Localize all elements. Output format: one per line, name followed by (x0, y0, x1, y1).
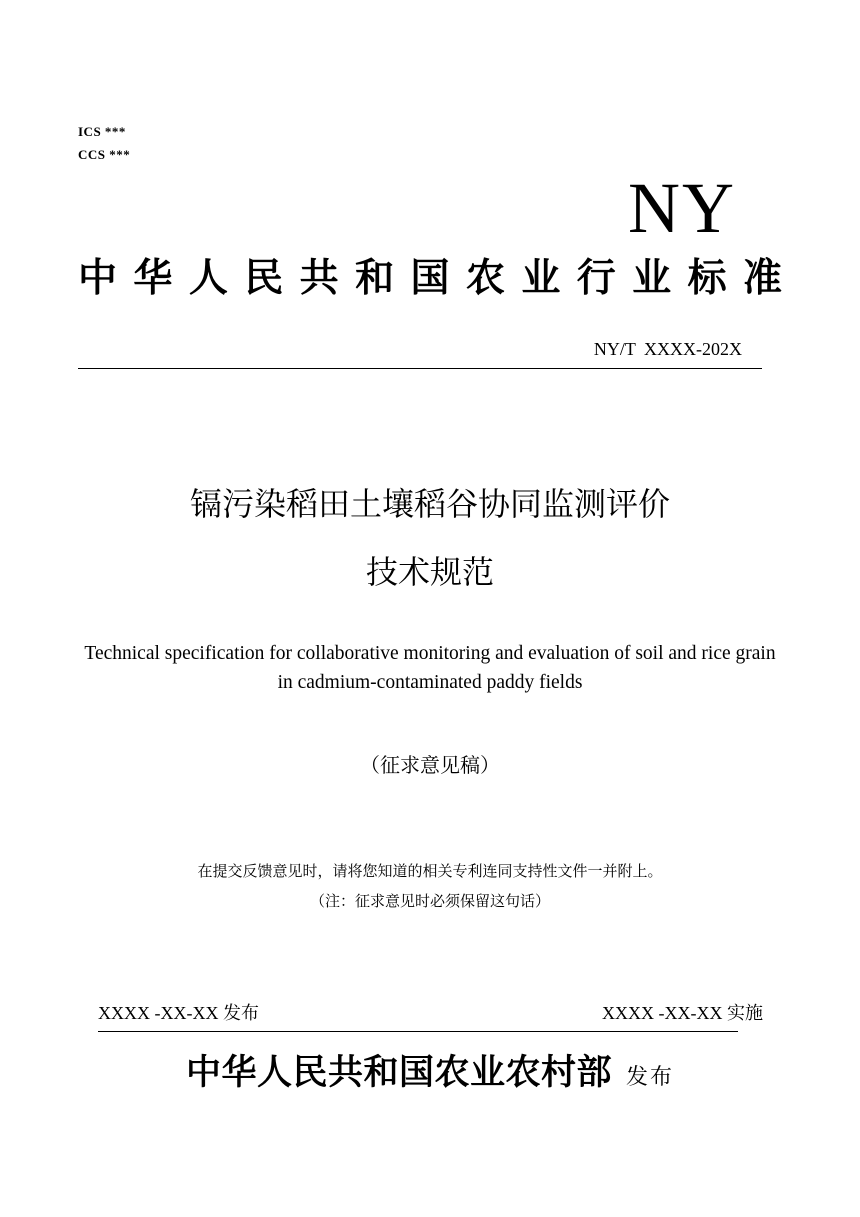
draft-label: （征求意见稿） (360, 753, 500, 777)
patent-notice-note: （注：征求意见时必须保留这句话） (309, 892, 550, 910)
document-title-line2: 技术规范 (365, 553, 494, 591)
patent-notice: 在提交反馈意见时，请将您知道的相关专利连同支持性文件一并附上。 (197, 862, 663, 880)
document-title-line1: 镉污染稻田土壤稻谷协同监测评价 (189, 485, 670, 523)
ics-code: ICS *** (78, 124, 126, 139)
footer-divider (98, 1031, 738, 1032)
ccs-code: CCS *** (78, 147, 131, 162)
implementation-date: XXXX -XX-XX 实施 (602, 1003, 763, 1023)
english-title: Technical specification for collaborative monitoring and evaluation of soil and rice grain in cadmium-contaminated paddy fields (84, 643, 776, 693)
standard-number: NY/T XXXX-202X (593, 339, 742, 359)
standard-title: 中华人民共和国农业行业标准 (78, 255, 782, 301)
publisher-name: 中华人民共和国农业农村部 (185, 1052, 612, 1093)
header-divider (78, 368, 762, 369)
publish-suffix: 发布 (626, 1065, 675, 1090)
ny-logo: NY (628, 168, 736, 248)
issue-date: XXXX -XX-XX 发布 (98, 1003, 259, 1023)
publisher-line (0, 1045, 860, 1101)
